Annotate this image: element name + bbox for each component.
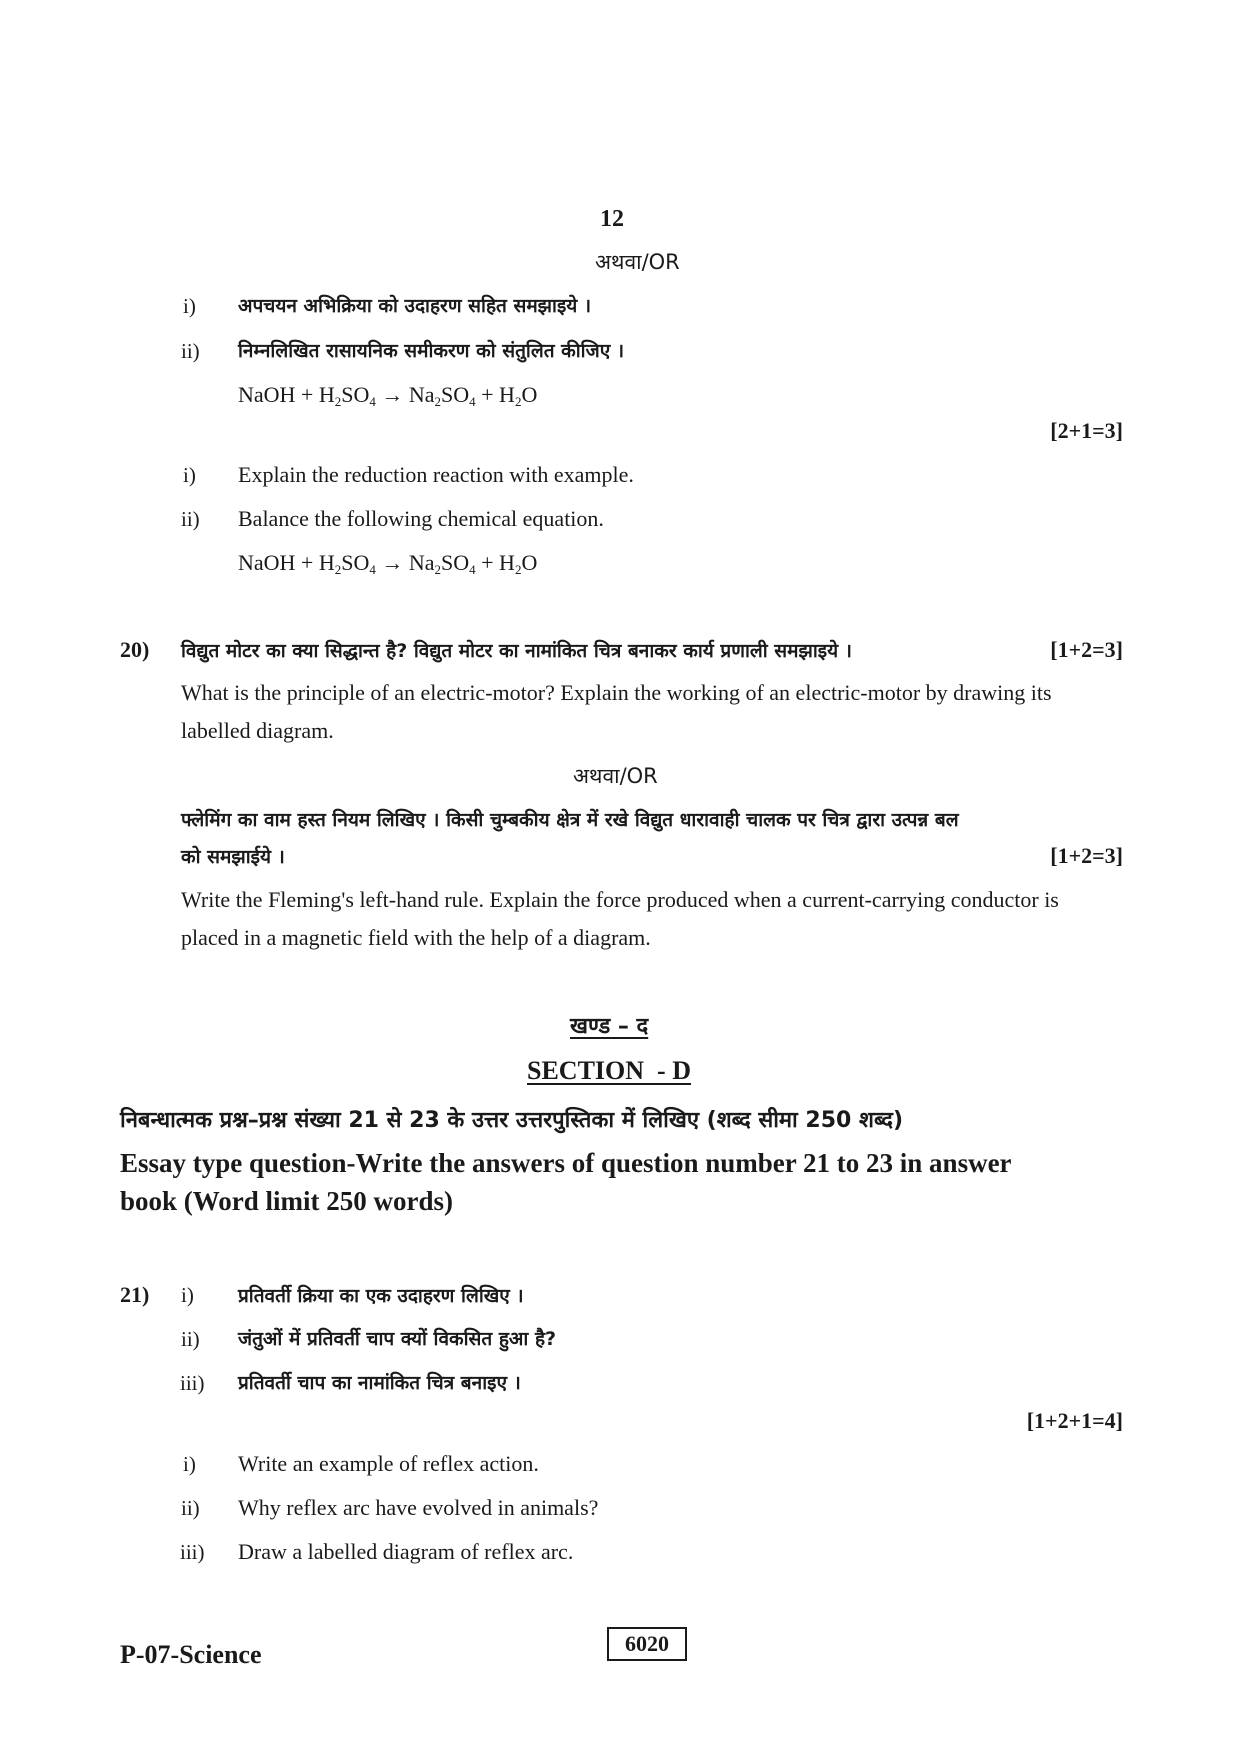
question-text-english: labelled diagram. bbox=[181, 718, 334, 743]
question-text-hindi: को समझाईये । bbox=[181, 846, 285, 868]
question-text-english: Balance the following chemical equation. bbox=[238, 506, 604, 531]
question-text-hindi: विद्युत मोटर का क्या सिद्धान्त है? विद्युत मोटर का नामांकित चित्र बनाकर कार्य प्रणाली समझाइये । bbox=[181, 640, 852, 662]
item-number: i) bbox=[183, 463, 196, 487]
marks-label: [2+1=3] bbox=[1050, 418, 1123, 443]
question-text-english: placed in a magnetic field with the help of a diagram. bbox=[181, 925, 651, 950]
section-instruction-hindi: निबन्धात्मक प्रश्न–प्रश्न संख्या 21 से 23 के उत्तर उत्तरपुस्तिका में लिखिए (शब्द सीमा 250 शब्द) bbox=[120, 1108, 904, 1133]
or-label: अथवा/OR bbox=[595, 250, 680, 274]
question-text-english: Explain the reduction reaction with example. bbox=[238, 462, 634, 487]
chemical-equation: NaOH + $H_2SO_4 \to Na_2SO_4 + H_2O$ bbox=[238, 550, 538, 577]
paper-code: P-07-Science bbox=[120, 1640, 262, 1669]
question-text-hindi: फ्लेमिंग का वाम हस्त नियम लिखिए । किसी चुम्बकीय क्षेत्र में रखे विद्युत धारावाही चालक पर चित्र द्वारा उत्पन्न बल bbox=[181, 809, 959, 831]
section-instruction-english: book (Word limit 250 words) bbox=[120, 1186, 454, 1216]
marks-label: [1+2+1=4] bbox=[1026, 1408, 1123, 1433]
item-number: ii) bbox=[181, 1496, 200, 1520]
item-number: i) bbox=[181, 1283, 194, 1307]
item-number: ii) bbox=[181, 1327, 200, 1351]
item-number: i) bbox=[183, 294, 196, 318]
item-number: iii) bbox=[180, 1371, 205, 1395]
question-text-hindi: प्रतिवर्ती चाप का नामांकित चित्र बनाइए । bbox=[238, 1372, 521, 1394]
question-text-english: What is the principle of an electric-motor? Explain the working of an electric-motor by drawing its bbox=[181, 680, 1052, 705]
section-title-english: SECTION - D bbox=[527, 1056, 691, 1085]
section-instruction-english: Essay type question-Write the answers of question number 21 to 23 in answer bbox=[120, 1148, 1012, 1178]
question-text-hindi: जंतुओं में प्रतिवर्ती चाप क्यों विकसित हुआ है? bbox=[238, 1328, 557, 1350]
item-number: ii) bbox=[181, 507, 200, 531]
question-text-hindi: अपचयन अभिक्रिया को उदाहरण सहित समझाइये । bbox=[238, 295, 592, 317]
question-text-hindi: प्रतिवर्ती क्रिया का एक उदाहरण लिखिए । bbox=[238, 1285, 524, 1307]
page-number: 12 bbox=[600, 206, 624, 232]
section-title-hindi: खण्ड – द bbox=[570, 1014, 649, 1039]
chemical-equation: NaOH + $H_2SO_4 \to Na_2SO_4 + H_2O$ bbox=[238, 382, 538, 409]
marks-label: [1+2=3] bbox=[1050, 843, 1123, 868]
question-text-english: Write an example of reflex action. bbox=[238, 1451, 539, 1476]
page-code-box: 6020 bbox=[607, 1627, 687, 1661]
question-text-english: Why reflex arc have evolved in animals? bbox=[238, 1495, 599, 1520]
item-number: i) bbox=[183, 1452, 196, 1476]
item-number: ii) bbox=[181, 339, 200, 363]
or-label: अथवा/OR bbox=[573, 764, 658, 788]
question-number: 20) bbox=[120, 637, 150, 662]
question-text-english: Draw a labelled diagram of reflex arc. bbox=[238, 1539, 574, 1564]
question-text-english: Write the Fleming's left-hand rule. Explain the force produced when a current-carrying conductor is bbox=[181, 887, 1059, 912]
question-text-hindi: निम्नलिखित रासायनिक समीकरण को संतुलित कीजिए । bbox=[238, 340, 625, 362]
marks-label: [1+2=3] bbox=[1050, 637, 1123, 662]
question-number: 21) bbox=[120, 1282, 150, 1307]
item-number: iii) bbox=[180, 1540, 205, 1564]
